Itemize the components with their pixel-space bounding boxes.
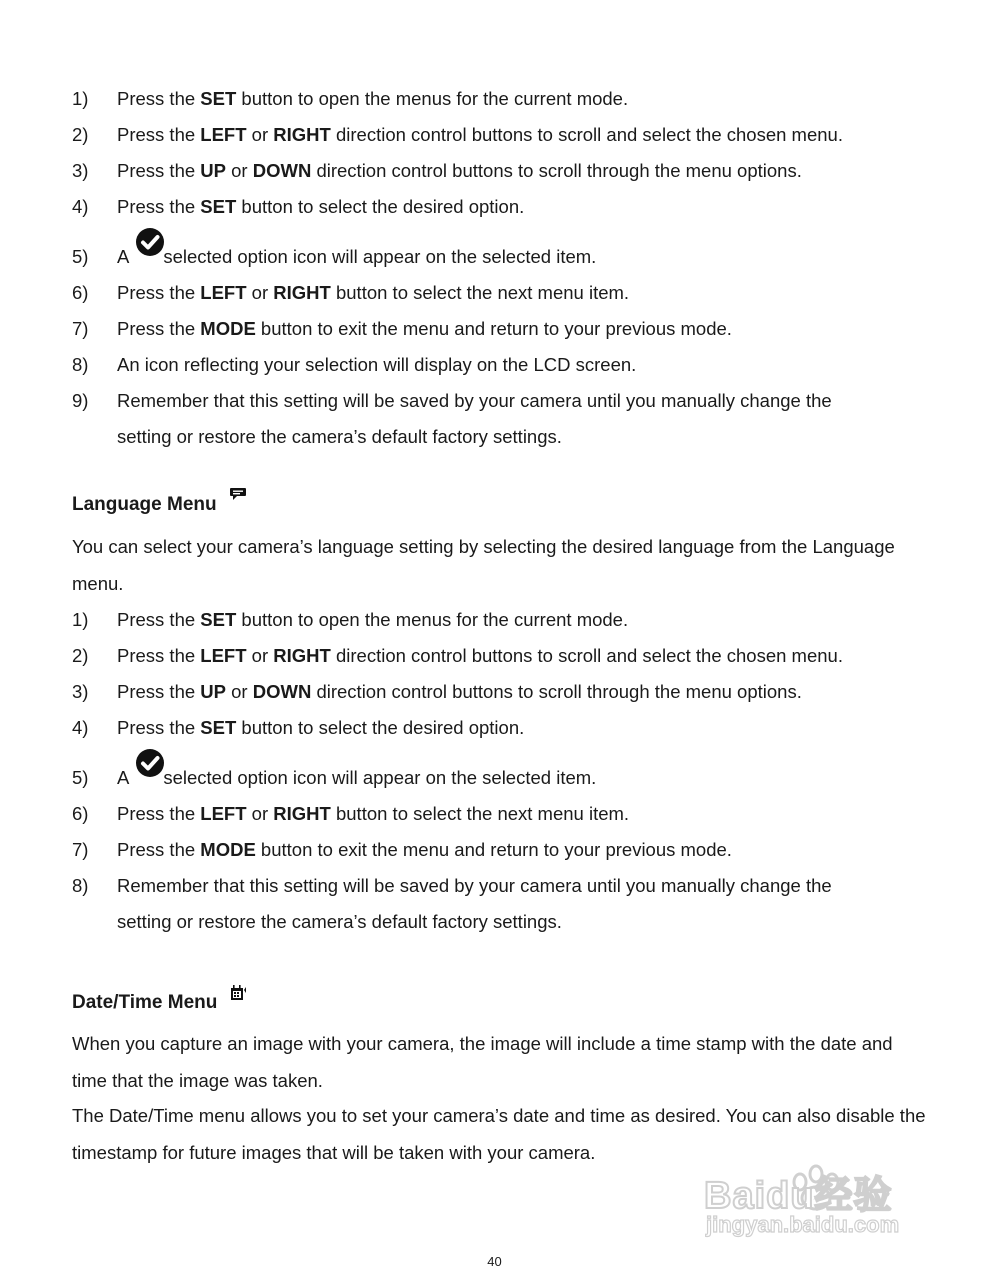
list-item [72,674,932,710]
item-text: or [246,282,274,303]
item-text: Press the [117,839,201,860]
list-item [72,638,932,674]
item-text: button to select the desired option. [236,196,525,217]
item-text: button to open the menus for the current mode. [236,609,629,630]
date-time-paragraph-2: The Date/Time menu allows you to set your camera’s date and time as desired. You can also disable the timestamp for future images that will be taken with your camera. [72,1105,926,1163]
item-text: Remember that this setting will be saved by your camera until you manually change the [117,875,832,896]
item-text: Press the [117,160,201,181]
item-number: 4) [72,717,89,738]
item-number: 1) [72,609,89,630]
item-text: A [117,767,130,788]
watermark-url: jingyan.baidu.com [706,1212,900,1237]
language-menu-icon [229,486,247,508]
list-item [72,347,932,383]
check-icon [135,227,165,257]
list-item [72,868,932,940]
item-number: 8) [72,875,89,896]
item-text: An icon reflecting your selection will display on the LCD screen. [117,354,637,375]
baidu-watermark [700,1160,960,1245]
item-number: 3) [72,160,89,181]
item-number: 6) [72,803,89,824]
item-text: button to select the next menu item. [330,282,630,303]
item-bold: LEFT [200,803,247,824]
item-bold: RIGHT [273,282,331,303]
item-bold: RIGHT [273,645,331,666]
item-number: 5) [72,767,89,788]
item-text: or [226,681,253,702]
section-title: Language Menu [72,494,217,515]
item-text: Press the [117,318,201,339]
item-number: 8) [72,354,89,375]
list-item [72,796,932,832]
item-text: A [117,246,130,267]
item-number: 7) [72,318,89,339]
item-bold: LEFT [200,282,247,303]
item-text: direction control buttons to scroll and select the chosen menu. [330,124,843,145]
item-text: Press the [117,124,201,145]
page-number: 40 [487,1254,502,1269]
item-text: Remember that this setting will be saved by your camera until you manually change the [117,390,832,411]
item-number: 3) [72,681,89,702]
item-text: or [246,645,274,666]
watermark-brand: Baidu经验 [704,1175,893,1217]
item-bold: LEFT [200,645,247,666]
item-text: button to exit the menu and return to your previous mode. [255,318,732,339]
date-time-menu-heading [72,992,247,1016]
item-text: selected option icon will appear on the selected item. [163,246,597,267]
steps-list-2 [72,602,932,940]
item-bold: SET [200,717,237,738]
list-item [72,383,932,455]
check-icon [135,748,165,778]
list-item [72,602,932,638]
list-item [72,81,932,117]
list-item [72,311,932,347]
date-time-paragraph-1: When you capture an image with your camera, the image will include a time stamp with the date and time that the image was taken. [72,1033,893,1091]
item-text: Press the [117,609,201,630]
list-item [72,746,932,796]
item-bold: RIGHT [273,803,331,824]
item-bold: DOWN [252,681,312,702]
item-text: or [246,803,274,824]
item-bold: SET [200,88,237,109]
item-bold: DOWN [252,160,312,181]
item-text: selected option icon will appear on the selected item. [163,767,597,788]
list-item [72,117,932,153]
item-bold: UP [200,681,226,702]
date-time-menu-icon [229,984,247,1008]
section-title: Date/Time Menu [72,992,218,1013]
item-bold: SET [200,609,237,630]
item-bold: RIGHT [273,124,331,145]
item-text: Press the [117,717,201,738]
item-text: Press the [117,88,201,109]
item-text: Press the [117,282,201,303]
item-number: 6) [72,282,89,303]
steps-list-1 [72,81,932,455]
item-text: button to select the desired option. [236,717,525,738]
list-item [72,225,932,275]
item-number: 2) [72,124,89,145]
item-text: setting or restore the camera’s default factory settings. [117,911,562,932]
item-bold: MODE [200,318,256,339]
item-text: direction control buttons to scroll through the menu options. [311,160,802,181]
item-number: 1) [72,88,89,109]
item-bold: LEFT [200,124,247,145]
item-number: 5) [72,246,89,267]
item-number: 9) [72,390,89,411]
item-number: 2) [72,645,89,666]
list-item [72,710,932,746]
item-text: or [246,124,274,145]
item-bold: MODE [200,839,256,860]
item-text: button to exit the menu and return to your previous mode. [255,839,732,860]
language-intro-text: You can select your camera’s language setting by selecting the desired language from the Language menu. [72,536,895,594]
item-text: button to select the next menu item. [330,803,630,824]
item-text: direction control buttons to scroll through the menu options. [311,681,802,702]
list-item [72,275,932,311]
list-item [72,153,932,189]
list-item [72,832,932,868]
item-text: setting or restore the camera’s default factory settings. [117,426,562,447]
item-number: 4) [72,196,89,217]
item-text: Press the [117,645,201,666]
item-text: button to open the menus for the current mode. [236,88,629,109]
item-bold: SET [200,196,237,217]
language-menu-heading [72,494,247,516]
item-text: Press the [117,196,201,217]
item-text: direction control buttons to scroll and select the chosen menu. [330,645,843,666]
item-text: Press the [117,681,201,702]
item-text: or [226,160,253,181]
item-text: Press the [117,803,201,824]
list-item [72,189,932,225]
item-bold: UP [200,160,226,181]
item-number: 7) [72,839,89,860]
